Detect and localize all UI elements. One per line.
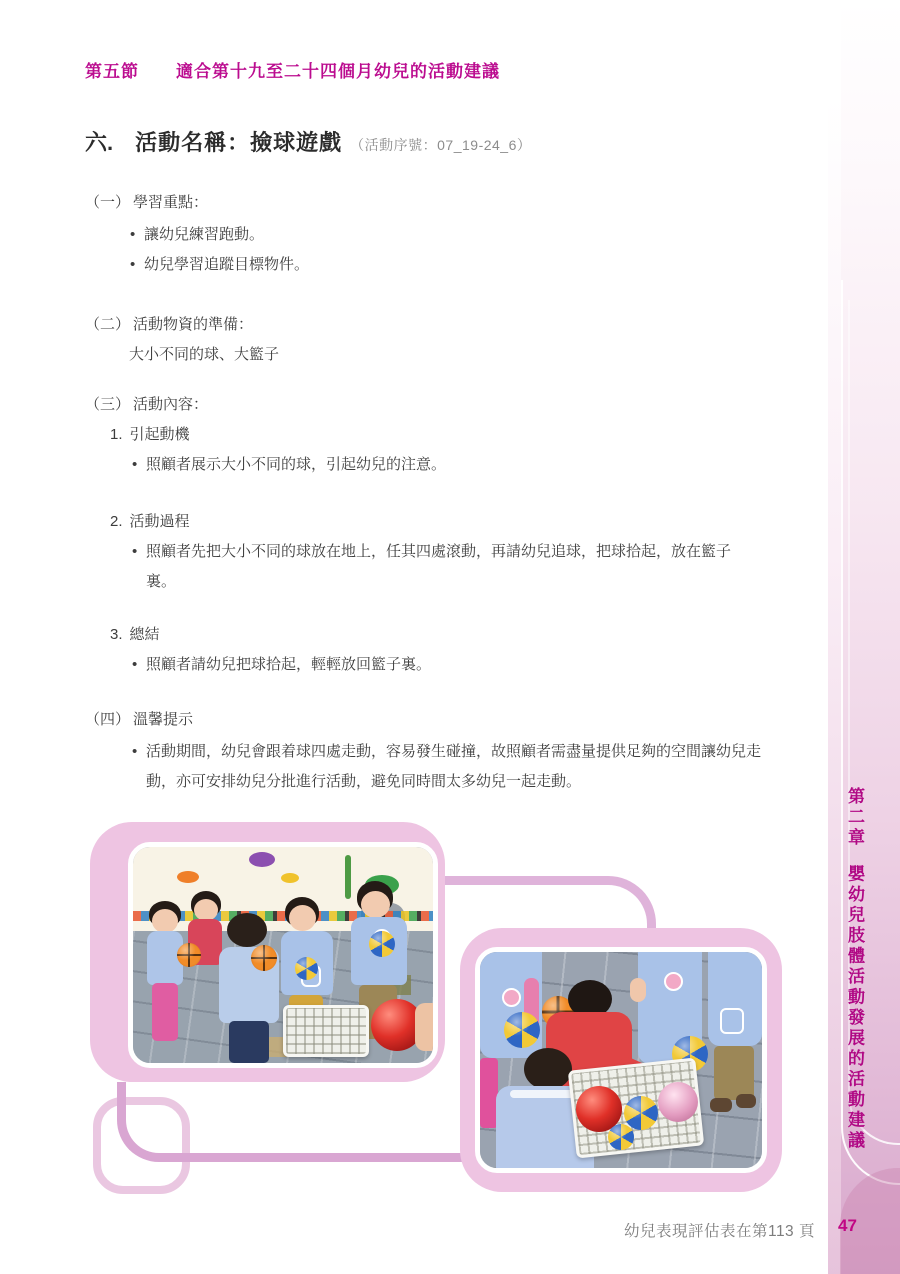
child-hand bbox=[630, 978, 646, 1002]
chapter-number: 第二章 bbox=[845, 787, 864, 849]
list-item bbox=[85, 737, 803, 797]
bullet-icon: • bbox=[132, 456, 138, 473]
section-3-marker: （三） bbox=[85, 396, 131, 413]
ball bbox=[369, 931, 395, 957]
bullet-icon: • bbox=[132, 743, 138, 760]
section-2-body: 大小不同的球、大籃子 bbox=[129, 346, 280, 363]
bullet-icon: • bbox=[132, 656, 138, 673]
list-item bbox=[85, 250, 803, 280]
list-item bbox=[85, 220, 803, 250]
list-item bbox=[85, 650, 803, 680]
activity-serial: （活動序號：07_19-24_6） bbox=[350, 137, 532, 153]
step-1-title: 引起動機 bbox=[129, 426, 190, 443]
step-2-number: 2. bbox=[110, 513, 123, 530]
vest-badge bbox=[664, 972, 683, 991]
ball bbox=[504, 1012, 540, 1048]
step-2-title: 活動過程 bbox=[129, 513, 190, 530]
section-4-title: 溫馨提示 bbox=[133, 711, 194, 728]
bullet-text: 幼兒學習追蹤目標物件。 bbox=[144, 256, 310, 273]
bullet-icon: • bbox=[130, 226, 136, 243]
child-legs bbox=[152, 983, 178, 1041]
list-item bbox=[85, 450, 803, 480]
child-legs bbox=[714, 1046, 754, 1100]
vest-badge bbox=[502, 988, 521, 1007]
child-shoe bbox=[710, 1098, 732, 1112]
photo-basket-collect bbox=[475, 947, 767, 1173]
photo-frame-2 bbox=[460, 928, 782, 1192]
ball bbox=[608, 1124, 634, 1150]
footer-note: 幼兒表現評估表在第113 頁 bbox=[623, 1223, 815, 1240]
child-face bbox=[152, 909, 178, 933]
ball bbox=[177, 943, 201, 967]
section-header bbox=[85, 57, 500, 82]
chapter-sidebar bbox=[828, 0, 900, 1274]
bullet-text: 照顧者先把大小不同的球放在地上，任其四處滾動，再請幼兒追球，把球拾起，放在籃子裏。 bbox=[146, 543, 732, 590]
ball-basket bbox=[283, 1005, 369, 1057]
step-3-number: 3. bbox=[110, 626, 123, 643]
activity-title bbox=[85, 126, 531, 157]
ball bbox=[624, 1096, 658, 1130]
child-face bbox=[289, 905, 316, 931]
list-item bbox=[85, 537, 803, 597]
vest-pocket bbox=[720, 1008, 744, 1034]
fish-icon bbox=[249, 852, 275, 867]
fish-icon bbox=[281, 873, 299, 883]
step-2-heading bbox=[85, 507, 803, 537]
child-face bbox=[361, 891, 390, 918]
section-1-heading bbox=[85, 188, 803, 218]
section-3-heading bbox=[85, 390, 803, 420]
activity-content bbox=[85, 188, 803, 797]
section-4-heading bbox=[85, 705, 803, 735]
activity-name: 活動名稱：撿球遊戲 bbox=[135, 130, 343, 155]
fish-icon bbox=[177, 871, 199, 883]
bullet-text: 讓幼兒練習跑動。 bbox=[144, 226, 265, 243]
section-2-marker: （二） bbox=[85, 316, 131, 333]
caregiver-hand bbox=[415, 1003, 435, 1051]
ball bbox=[658, 1082, 698, 1122]
child-legs bbox=[229, 1021, 269, 1063]
chapter-vertical-title bbox=[846, 787, 863, 1152]
step-3-title: 總結 bbox=[129, 626, 160, 643]
bullet-icon: • bbox=[132, 543, 138, 560]
photo-classroom-ball-chase bbox=[128, 842, 438, 1068]
section-4-marker: （四） bbox=[85, 711, 131, 728]
child-face bbox=[194, 899, 218, 921]
bullet-text: 照顧者展示大小不同的球，引起幼兒的注意。 bbox=[146, 456, 447, 473]
section-1-marker: （一） bbox=[85, 194, 131, 211]
page-number: 47 bbox=[838, 1216, 857, 1235]
step-1-heading bbox=[85, 420, 803, 450]
child-hair bbox=[524, 1048, 572, 1090]
section-title: 適合第十九至二十四個月幼兒的活動建議 bbox=[176, 62, 500, 81]
bullet-text: 活動期間，幼兒會跟着球四處走動，容易發生碰撞，故照顧者需盡量提供足夠的空間讓幼兒走動，亦可安排幼兒分批進行活動，避免同時間太多幼兒一起走動。 bbox=[146, 743, 762, 790]
seaweed-icon bbox=[345, 855, 351, 899]
activity-number: 六. bbox=[85, 130, 114, 155]
section-2-title: 活動物資的準備： bbox=[133, 316, 254, 333]
bullet-text: 照顧者請幼兒把球拾起，輕輕放回籃子裏。 bbox=[146, 656, 432, 673]
bullet-icon: • bbox=[130, 256, 136, 273]
step-3-heading bbox=[85, 620, 803, 650]
ball bbox=[295, 957, 318, 980]
section-3-title: 活動內容： bbox=[133, 396, 209, 413]
child-hair bbox=[227, 913, 267, 947]
step-1-number: 1. bbox=[110, 426, 123, 443]
chapter-title: 嬰幼兒肢體活動發展的活動建議 bbox=[845, 864, 864, 1152]
section-label: 第五節 bbox=[85, 62, 139, 81]
child-shoe bbox=[736, 1094, 756, 1108]
decorative-connector-line bbox=[117, 1082, 469, 1162]
photo-frame-1 bbox=[90, 822, 445, 1082]
sidebar-band bbox=[828, 0, 841, 1274]
section-1-title: 學習重點： bbox=[133, 194, 209, 211]
section-2-heading bbox=[85, 310, 803, 340]
ball bbox=[251, 945, 277, 971]
